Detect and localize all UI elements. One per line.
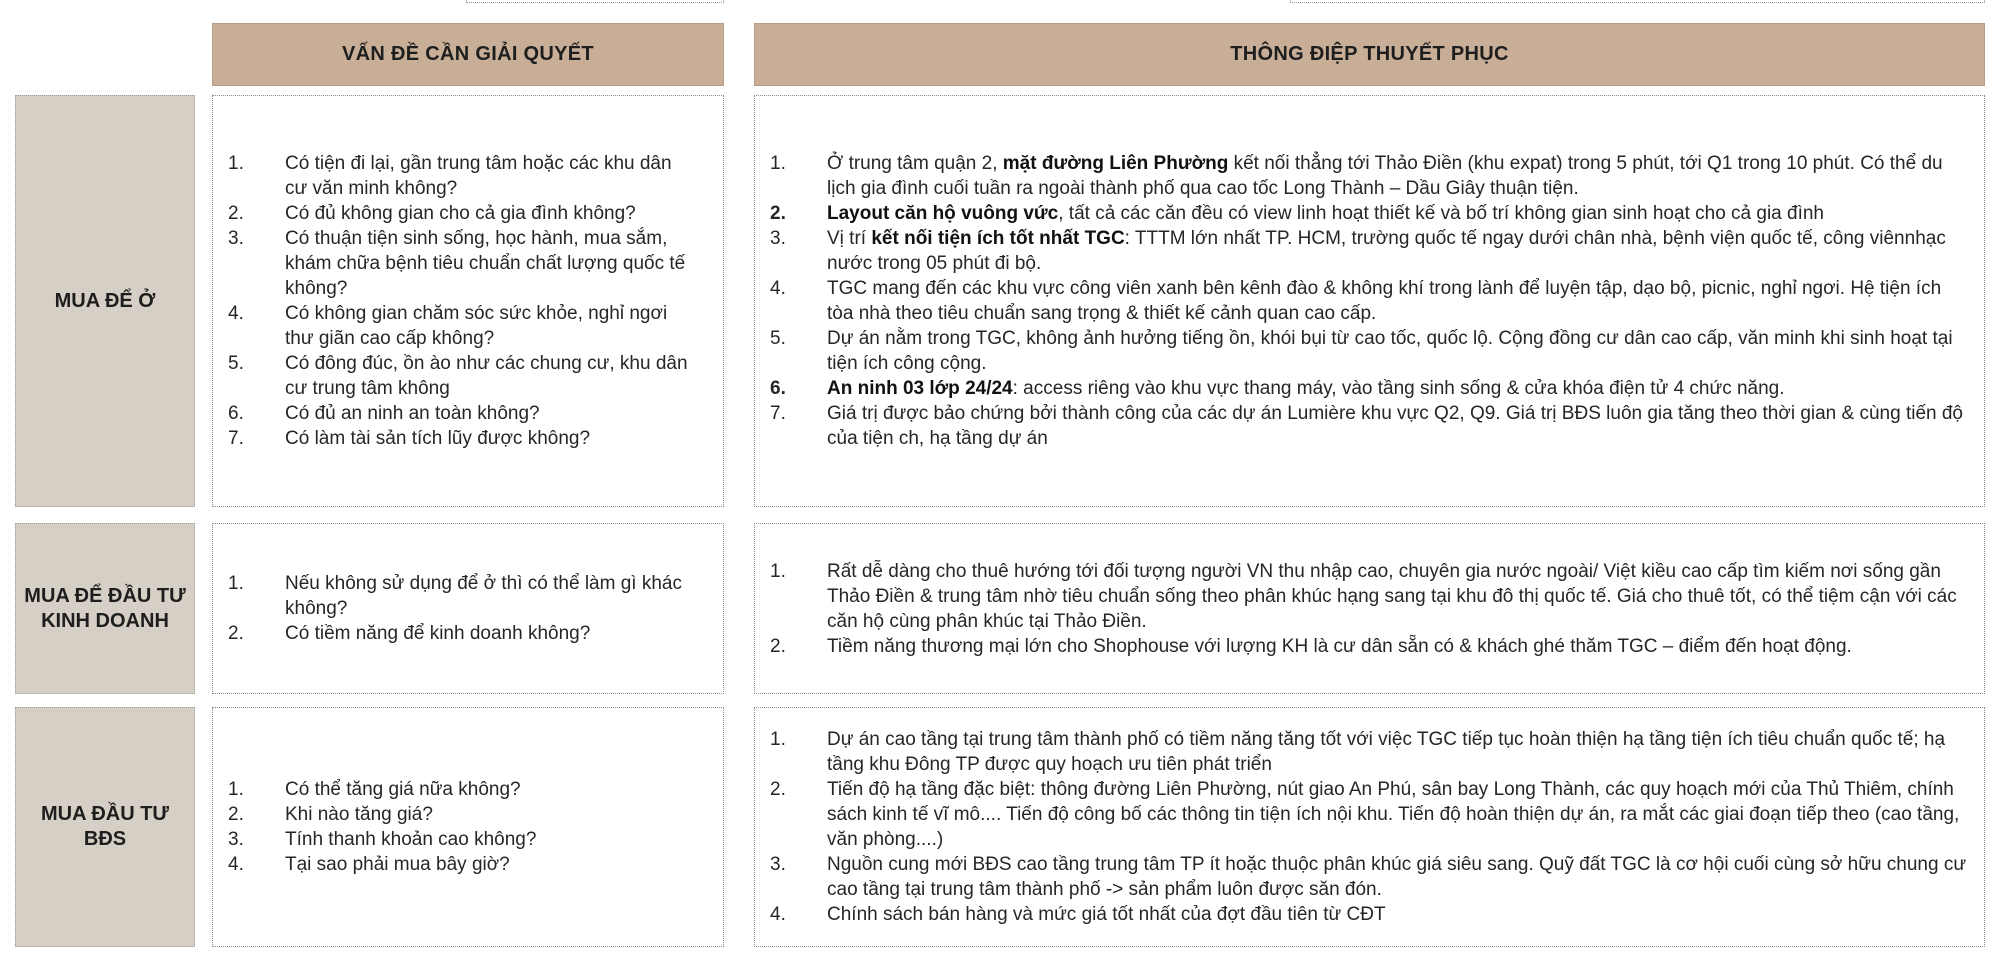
list-item: 2. Có đủ không gian cho cả gia đình không? — [228, 203, 636, 224]
list-item: 2. Tiềm năng thương mại lớn cho Shophouse với lượng KH là cư dân sẵn có & khách ghé thăm TGC – điểm đến hoạt động. — [770, 635, 1852, 657]
row-label-invest: MUA ĐẦU TƯ BĐS — [15, 707, 195, 947]
messages-list-live — [770, 151, 1970, 451]
list-item: 7. Giá trị được bảo chứng bởi thành công của các dự án Lumière khu vực Q2, Q9. Giá trị BĐS luôn gia tăng theo thời gian & cùng tiến độ của tiện ch, hạ tầng dự án — [770, 403, 1963, 449]
problems-list-business — [228, 571, 697, 646]
messages-cell-live — [754, 95, 1985, 507]
list-item: 1. Rất dễ dàng cho thuê hướng tới đối tượng người VN thu nhập cao, chuyên gia nước ngoài/ Việt kiều cao cấp tìm kiếm nơi sống gần Thảo Điền & trung tâm nhờ tiêu chuẩn sống theo phân khúc hạng sang tại khu đô thị quốc tế. Giá cho thuê tốt, có thể tiệm cận với các căn hộ cùng phân khúc tại Thảo Điền. — [770, 560, 1957, 632]
problems-cell-business — [212, 523, 724, 694]
header-problem: VẤN ĐỀ CẦN GIẢI QUYẾT — [212, 23, 724, 86]
list-item: 3. Tính thanh khoản cao không? — [228, 829, 537, 850]
list-item: 3. Vị trí kết nối tiện ích tốt nhất TGC: TTTM lớn nhất TP. HCM, trường quốc tế ngay dưới chân nhà, bệnh viện quốc tế, công viênnhạc nước trong 05 phút đi bộ. — [770, 228, 1946, 274]
list-item: 2. Có tiềm năng để kinh doanh không? — [228, 623, 591, 644]
row-label-business: MUA ĐỂ ĐẦU TƯ KINH DOANH — [15, 523, 195, 694]
list-item: 2. Layout căn hộ vuông vức, tất cả các căn đều có view linh hoạt thiết kế và bố trí không gian sinh hoạt cho cả gia đình — [770, 203, 1824, 224]
list-item: 2. Khi nào tăng giá? — [228, 804, 433, 825]
messages-list-business — [770, 559, 1970, 659]
messages-list-invest — [770, 727, 1970, 927]
top-edge-right — [1290, 0, 1985, 3]
list-item: 5. Dự án nằm trong TGC, không ảnh hưởng tiếng ồn, khói bụi từ cao tốc, quốc lộ. Cộng đồng cư dân cao cấp, văn minh khi sinh hoạt tại tiện ích công cộng. — [770, 328, 1953, 374]
list-item: 1. Có thể tăng giá nữa không? — [228, 779, 521, 800]
problems-list-live — [228, 151, 697, 451]
problems-cell-live — [212, 95, 724, 507]
list-item: 4. Có không gian chăm sóc sức khỏe, nghỉ ngơi thư giãn cao cấp không? — [228, 303, 668, 349]
problems-list-invest — [228, 777, 697, 877]
problems-cell-invest — [212, 707, 724, 947]
list-item: 4. Tại sao phải mua bây giờ? — [228, 854, 510, 875]
list-item: 4. TGC mang đến các khu vực công viên xanh bên kênh đào & không khí trong lành để luyện tập, dạo bộ, picnic, nghỉ ngơi. Hệ tiện ích tòa nhà theo tiêu chuẩn sang trọng & thiết kế cảnh quan cao cấp. — [770, 278, 1942, 324]
list-item: 3. Nguồn cung mới BĐS cao tầng trung tâm TP ít hoặc thuộc phân khúc giá siêu sang. Quỹ đất TGC là cơ hội cuối cùng sở hữu chung cư cao tầng tại trung tâm thành phố -> sản phẩm luôn được săn đón. — [770, 854, 1967, 900]
list-item: 1. Dự án cao tầng tại trung tâm thành phố có tiềm năng tăng tốt với việc TGC tiếp tục hoàn thiện hạ tầng tiện ích tiêu chuẩn quốc tế; hạ tầng khu Đông TP được quy hoạch ưu tiên phát triển — [770, 729, 1946, 775]
row-label-live: MUA ĐỂ Ở — [15, 95, 195, 507]
top-edge-left — [466, 0, 724, 3]
list-item: 6. Có đủ an ninh an toàn không? — [228, 403, 540, 424]
list-item: 6. An ninh 03 lớp 24/24: access riêng vào khu vực thang máy, vào tầng sinh sống & cửa khóa điện tử 4 chức năng. — [770, 378, 1785, 399]
list-item: 2. Tiến độ hạ tầng đặc biệt: thông đường Liên Phường, nút giao An Phú, sân bay Long Thành, các quy hoạch mới của Thủ Thiêm, chính sách kinh tế vĩ mô.... Tiến độ công bố các thông tin tiện ích nội khu. Tiến độ hoàn thiện dự án, ra mắt các giai đoạn tiếp theo (cao tầng, văn phòng....) — [770, 779, 1960, 850]
list-item: 1. Nếu không sử dụng để ở thì có thể làm gì khác không? — [228, 573, 682, 619]
list-item: 4. Chính sách bán hàng và mức giá tốt nhất của đợt đầu tiên từ CĐT — [770, 904, 1386, 925]
list-item: 7. Có làm tài sản tích lũy được không? — [228, 428, 591, 449]
header-message: THÔNG ĐIỆP THUYẾT PHỤC — [754, 23, 1985, 86]
messages-cell-business — [754, 523, 1985, 694]
list-item: 1. Ở trung tâm quận 2, mặt đường Liên Phường kết nối thẳng tới Thảo Điền (khu expat) trong 5 phút, tới Q1 trong 10 phút. Có thể du lịch gia đình cuối tuần ra ngoài thành phố qua cao tốc Long Thành – Dầu Giây thuận tiện. — [770, 153, 1943, 199]
list-item: 3. Có thuận tiện sinh sống, học hành, mua sắm, khám chữa bệnh tiêu chuẩn chất lượng quốc tế không? — [228, 228, 686, 299]
list-item: 5. Có đông đúc, ồn ào như các chung cư, khu dân cư trung tâm không — [228, 353, 688, 399]
list-item: 1. Có tiện đi lại, gần trung tâm hoặc các khu dân cư văn minh không? — [228, 153, 672, 199]
messages-cell-invest — [754, 707, 1985, 947]
